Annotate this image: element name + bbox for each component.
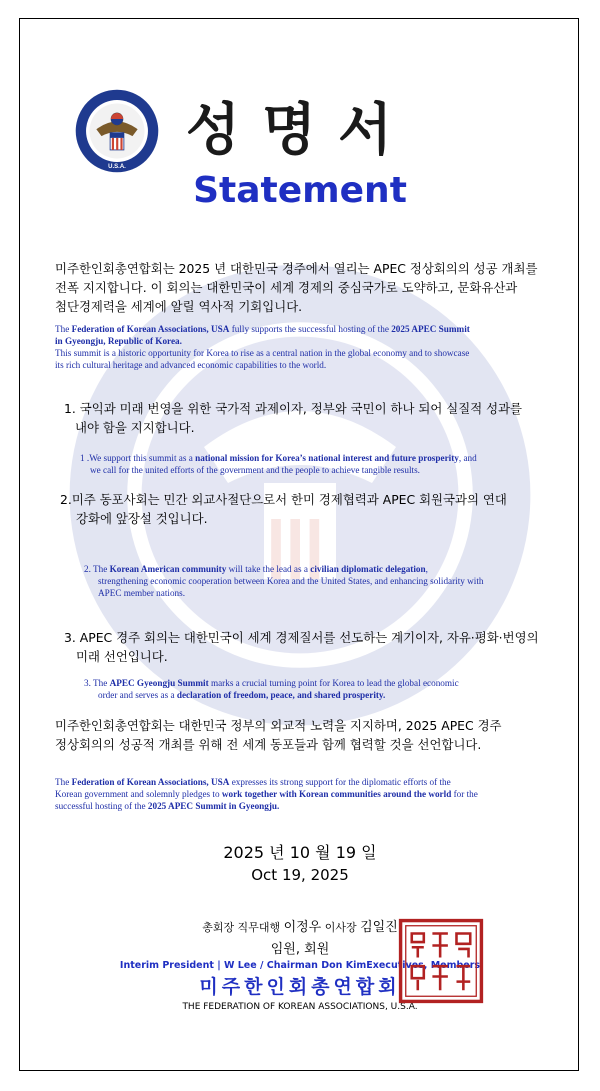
signature-members: 임원, 회원: [270, 942, 330, 957]
logo-usa-text: U.S.A.: [108, 163, 126, 170]
item-3-english: [84, 677, 564, 701]
signature-english: Interim President | W Lee / Chairman Don KimExecutives, Members: [119, 960, 481, 971]
closing-english: [55, 776, 555, 812]
date-korean: 2025 년 10 월 19 일: [223, 843, 377, 862]
organization-english: THE FEDERATION OF KOREAN ASSOCIATIONS, U.S.A.: [182, 1002, 418, 1012]
item-ko-line: 미래 선언입니다.: [76, 649, 168, 664]
closing-en-line: successful hosting of the 2025 APEC Summit in Gyeongju.: [55, 801, 280, 811]
intro-korean: [55, 259, 555, 316]
item-ko-line: 1. 국익과 미래 번영을 위한 국가적 과제이자, 정부와 국민이 하나 되어 실질적 성과를: [64, 401, 523, 416]
intro-en-line: in Gyeongju, Republic of Korea.: [55, 336, 182, 346]
closing-ko-line: 미주한인회총연합회는 대한민국 정부의 외교적 노력을 지지하며, 2025 APEC 경주: [55, 718, 502, 733]
item-en-line: we call for the united efforts of the government and the people to achieve tangible results.: [90, 465, 420, 475]
item-en-line: order and serves as a declaration of freedom, peace, and shared prosperity.: [98, 690, 386, 700]
intro-en-line: its rich cultural heritage and advanced economic capabilities to the world.: [55, 360, 327, 370]
signer-name-1: 이정우: [283, 920, 322, 935]
item-en-line: APEC member nations.: [98, 588, 186, 598]
closing-en-line: Korean government and solemnly pledges to work together with Korean communities around the world for the: [55, 789, 478, 799]
signer-name-2: 김일진: [360, 920, 398, 935]
item-2-korean: [60, 490, 550, 528]
signature-names: 총회장 직무대행 이정우 이사장 김일진: [202, 920, 398, 935]
item-ko-line: 강화에 앞장설 것입니다.: [76, 511, 208, 526]
intro-en-line: The Federation of Korean Associations, USA fully supports the successful hosting of the 2025 APEC Summit: [55, 324, 470, 334]
closing-en-line: The Federation of Korean Associations, USA expresses its strong support for the diplomatic efforts of the: [55, 777, 451, 787]
intro-ko-line: 전폭 지지합니다. 이 회의는 대한민국이 세계 경제의 중심국가로 도약하고, 문화유산과: [55, 280, 518, 295]
item-ko-line: 내야 함을 지지합니다.: [75, 420, 195, 435]
item-1-korean: [64, 399, 554, 437]
item-1-english: [80, 452, 560, 476]
item-en-line: 2. The Korean American community will take the lead as a civilian diplomatic delegation,: [84, 564, 428, 574]
intro-english: [55, 323, 555, 371]
item-en-line: strengthening economic cooperation between Korea and the United States, and enhancing solidarity with: [98, 576, 484, 586]
organization-korean: 미주한인회총연합회: [199, 976, 401, 998]
item-en-line: 1 .We support this summit as a national mission for Korea’s national interest and future prosperity, and: [80, 453, 477, 463]
item-ko-line: 3. APEC 경주 회의는 대한민국이 세계 경제질서를 선도하는 계기이자, 자유·평화·번영의: [64, 630, 539, 645]
intro-en-line: This summit is a historic opportunity for Korea to rise as a central nation in the global economy and to showcase: [55, 348, 470, 358]
closing-ko-line: 정상회의의 성공적 개최를 위해 전 세계 동포들과 함께 협력할 것을 선언합니다.: [55, 737, 482, 752]
item-en-line: 3. The APEC Gyeongju Summit marks a crucial turning point for Korea to lead the global economic: [84, 678, 459, 688]
title-korean: 성명서: [185, 98, 415, 163]
item-3-korean: [64, 628, 554, 666]
official-seal-stamp: [398, 918, 484, 1004]
item-2-english: [84, 563, 564, 599]
date-english: Oct 19, 2025: [251, 866, 349, 884]
closing-korean: [55, 716, 555, 754]
intro-ko-line: 미주한인회총연합회는 2025 년 대한민국 경주에서 열리는 APEC 정상회의의 성공 개최를: [55, 261, 538, 276]
title-english: Statement: [193, 170, 407, 211]
item-ko-line: 2.미주 동포사회는 민간 외교사절단으로서 한미 경제협력과 APEC 회원국과의 연대: [60, 492, 507, 507]
intro-ko-line: 첨단경제력을 세계에 알릴 역사적 기회입니다.: [55, 299, 303, 314]
federation-logo: [74, 88, 160, 174]
